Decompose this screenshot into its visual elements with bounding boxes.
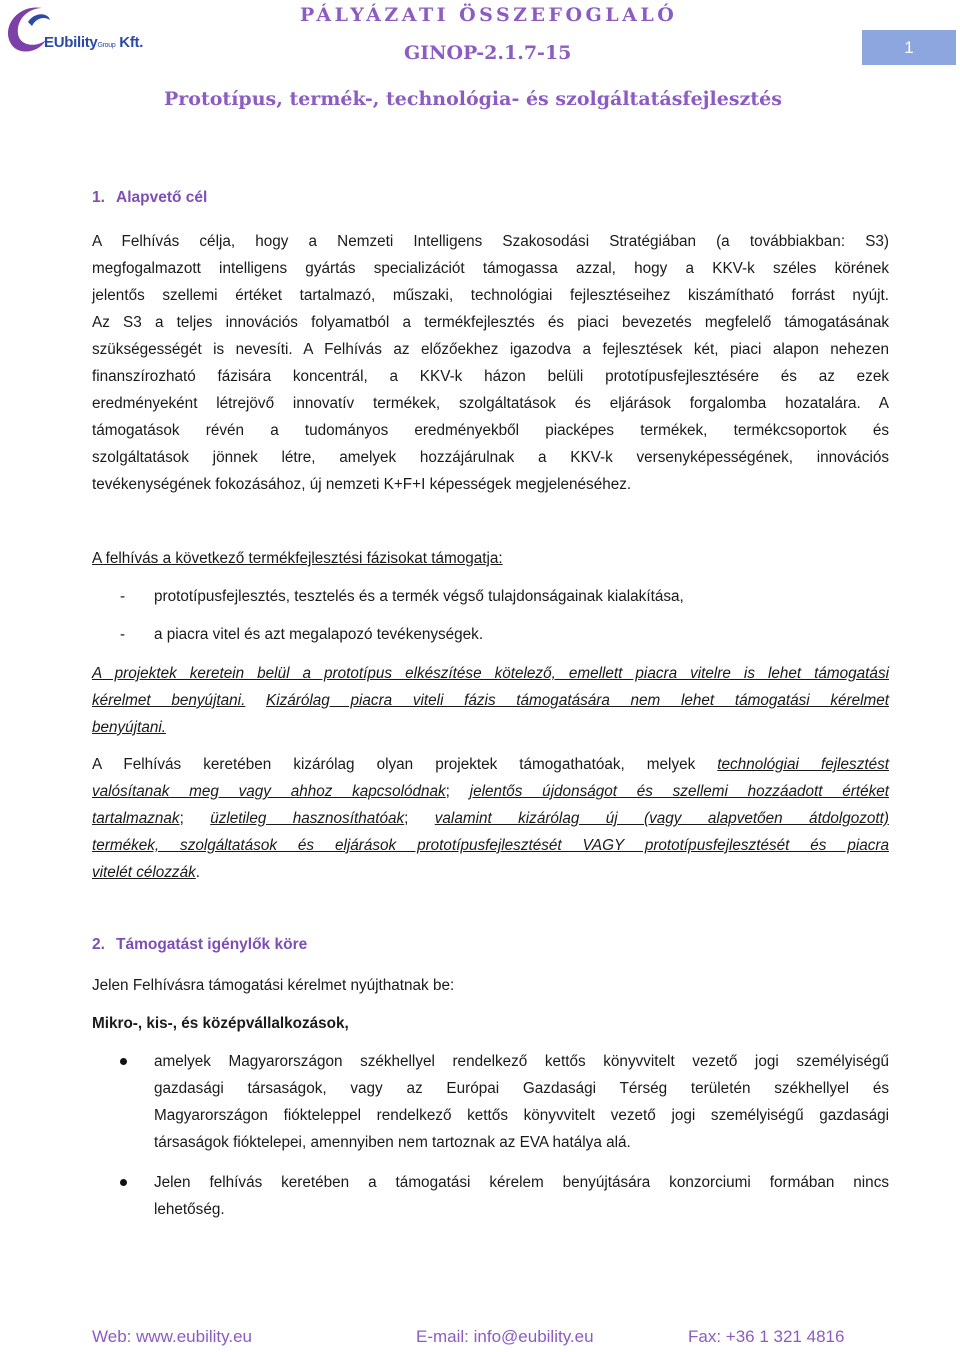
text-line: társaságok fióktelepei, amennyiben nem tartoznak az EVA hatálya alá. — [154, 1134, 631, 1151]
text-line: támogatások révén a tudományos eredményekből piacképes termékek, termékcsoportok és — [92, 422, 889, 439]
text-line: Jelen felhívás keretében a támogatási kérelem benyújtására konzorciumi formában nincs — [154, 1174, 889, 1191]
text-line: valósítanak meg vagy ahhoz kapcsolódnak; jelentős újdonságot és szellemi hozzáadott értéket — [92, 783, 889, 800]
text-line: A projektek keretein belül a prototípus elkészítése kötelező, emellett piacra vitelre is lehet támogatási — [92, 665, 889, 682]
text-line: gazdasági társaságok, vagy az Európai Gazdasági Térség területén székhellyel és — [154, 1080, 889, 1097]
text-line: A Felhívás célja, hogy a Nemzeti Intelligens Szakosodási Stratégiában (a továbbiakban: S3) — [92, 233, 889, 250]
list-item-text: prototípusfejlesztés, tesztelés és a termék végső tulajdonságainak kialakítása, — [154, 588, 684, 605]
text-line: lehetőség. — [154, 1201, 225, 1218]
bullet-dot-icon — [120, 1179, 127, 1186]
list-item-text: a piacra vitel és azt megalapozó tevékenységek. — [154, 626, 484, 643]
text-line: finanszírozható fázisára koncentrál, a KKV-k házon belüli prototípusfejlesztésére és az ezek — [92, 368, 889, 385]
text-line: szolgáltatások jönnek létre, amelyek hozzájárulnak a KKV-k versenyképességének, innovációs — [92, 449, 889, 466]
program-code: GINOP-2.1.7-15 — [404, 42, 572, 64]
text-line: tartalmaznak; üzletileg hasznosíthatóak; valamint kizárólag új (vagy alapvetően átdolgozott) — [92, 810, 889, 827]
logo-wordmark: EUbilityGroup Kft. — [44, 34, 144, 51]
footer-email-link[interactable]: E-mail: info@eubility.eu — [416, 1327, 594, 1346]
list-item — [0, 621, 960, 648]
bullet-dot-icon — [120, 1058, 127, 1065]
section-2-intro: Jelen Felhívásra támogatási kérelmet nyújthatnak be: — [92, 977, 455, 994]
text-line: eredményeként létrejövő innovatív termékek, szolgáltatások és eljárások forgalomba hozatalára. A — [92, 395, 889, 412]
footer-fax: Fax: +36 1 321 4816 — [688, 1327, 845, 1346]
text-line: benyújtani. — [92, 719, 166, 736]
text-line: Magyarországon fiókteleppel rendelkező kettős könyvvitelt vezető jogi személyiségű gazdasági — [154, 1107, 889, 1124]
text-line: A Felhívás keretében kizárólag olyan projektek támogathatóak, melyek technológiai fejlesztést — [92, 756, 889, 773]
text-line: megfogalmazott intelligens gyártás specializációt támogassa azzal, hogy a KKV-k széles körének — [92, 260, 889, 277]
phases-title: A felhívás a következő termékfejlesztési fázisokat támogatja: — [92, 550, 503, 567]
page-number-badge: 1 — [862, 30, 956, 65]
applicant-type: Mikro-, kis-, és középvállalkozások, — [92, 1015, 349, 1032]
text-line: Az S3 a teljes innovációs folyamatból a termékfejlesztés és piaci bevezetés megfelelő támogatásának — [92, 314, 889, 331]
section-2-heading: 2. Támogatást igénylők köre — [92, 936, 308, 953]
list-item — [0, 583, 960, 610]
text-line: jelentős szellemi értéket tartalmazó, műszaki, technológiai fejlesztéseihez kiszámítható forrást nyújt. — [92, 287, 889, 304]
text-line: tevékenységének fokozásához, új nemzeti K+F+I képességek megjelenéséhez. — [92, 476, 632, 493]
document-subtitle: Prototípus, termék-, technológia- és szolgáltatásfejlesztés — [164, 88, 782, 110]
footer-web-link[interactable]: Web: www.eubility.eu — [92, 1327, 252, 1346]
text-line: termékek, szolgáltatások és eljárások prototípusfejlesztését VAGY prototípusfejlesztését és piacra — [92, 837, 889, 854]
text-line: szükségességét is nevesíti. A Felhívás az előzőekhez igazodva a fejlesztések két, piaci alapon nehezen — [92, 341, 889, 358]
dash-bullet: - — [120, 626, 126, 643]
text-line: amelyek Magyarországon székhellyel rendelkező kettős könyvvitelt vezető jogi személyiségű — [154, 1053, 889, 1070]
dash-bullet: - — [120, 588, 126, 605]
text-line: vitelét célozzák. — [92, 864, 200, 881]
document-title: PÁLYÁZATI ÖSSZEFOGLALÓ — [300, 4, 678, 26]
section-1-heading: 1. Alapvető cél — [92, 189, 208, 206]
text-line: kérelmet benyújtani. Kizárólag piacra viteli fázis támogatására nem lehet támogatási kérelmet — [92, 692, 890, 709]
